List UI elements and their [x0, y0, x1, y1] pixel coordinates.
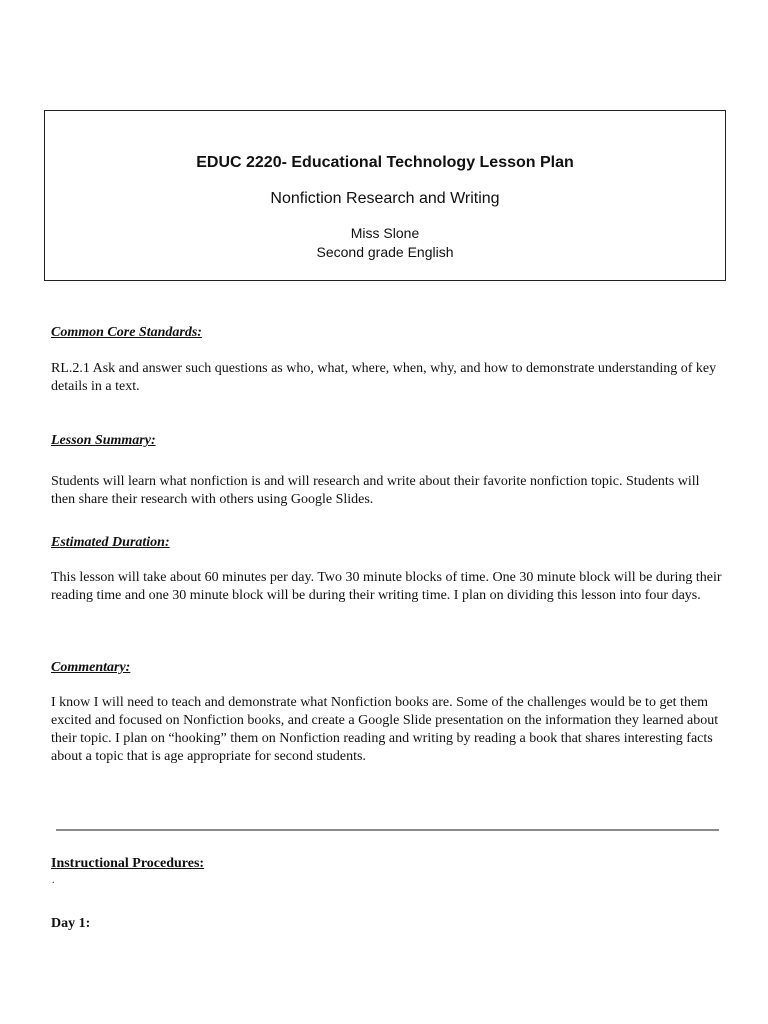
procedures-heading: Instructional Procedures:: [51, 856, 205, 871]
grade-subject: Second grade English: [316, 244, 454, 260]
standards-body: RL.2.1 Ask and answer such questions as who, what, where, when, why, and how to demonstrate understanding of key details in a text.: [51, 361, 717, 394]
course-title: EDUC 2220- Educational Technology Lesson Plan: [196, 154, 574, 171]
standards-heading: Common Core Standards:: [51, 325, 202, 340]
summary-body: Students will learn what nonfiction is and will research and write about their favorite nonfiction topic. Students will then share their research with others using Google Slides.: [51, 474, 700, 507]
commentary-heading: Commentary:: [51, 660, 131, 675]
procedures-marker: .: [52, 875, 55, 886]
teacher-name: Miss Slone: [350, 225, 420, 241]
summary-heading: Lesson Summary:: [51, 433, 156, 448]
commentary-body: I know I will need to teach and demonstrate what Nonfiction books are. Some of the challenges would be to get them excited and focused on Nonfiction books, and create a Google Slide presentation on the information they learned about their topic. I plan on “hooking” them on Nonfiction reading and writing by reading a book that shares interesting facts about a topic that is age appropriate for second students.: [51, 695, 719, 764]
day1-heading: Day 1:: [51, 916, 91, 931]
duration-heading: Estimated Duration:: [51, 535, 170, 550]
title-box: [44, 110, 726, 281]
section-divider: [56, 829, 719, 831]
duration-body: This lesson will take about 60 minutes per day. Two 30 minute blocks of time. One 30 minute block will be during their reading time and one 30 minute block will be during their writing time. I plan on dividing this lesson into four days.: [51, 570, 722, 603]
lesson-title: Nonfiction Research and Writing: [270, 190, 500, 207]
